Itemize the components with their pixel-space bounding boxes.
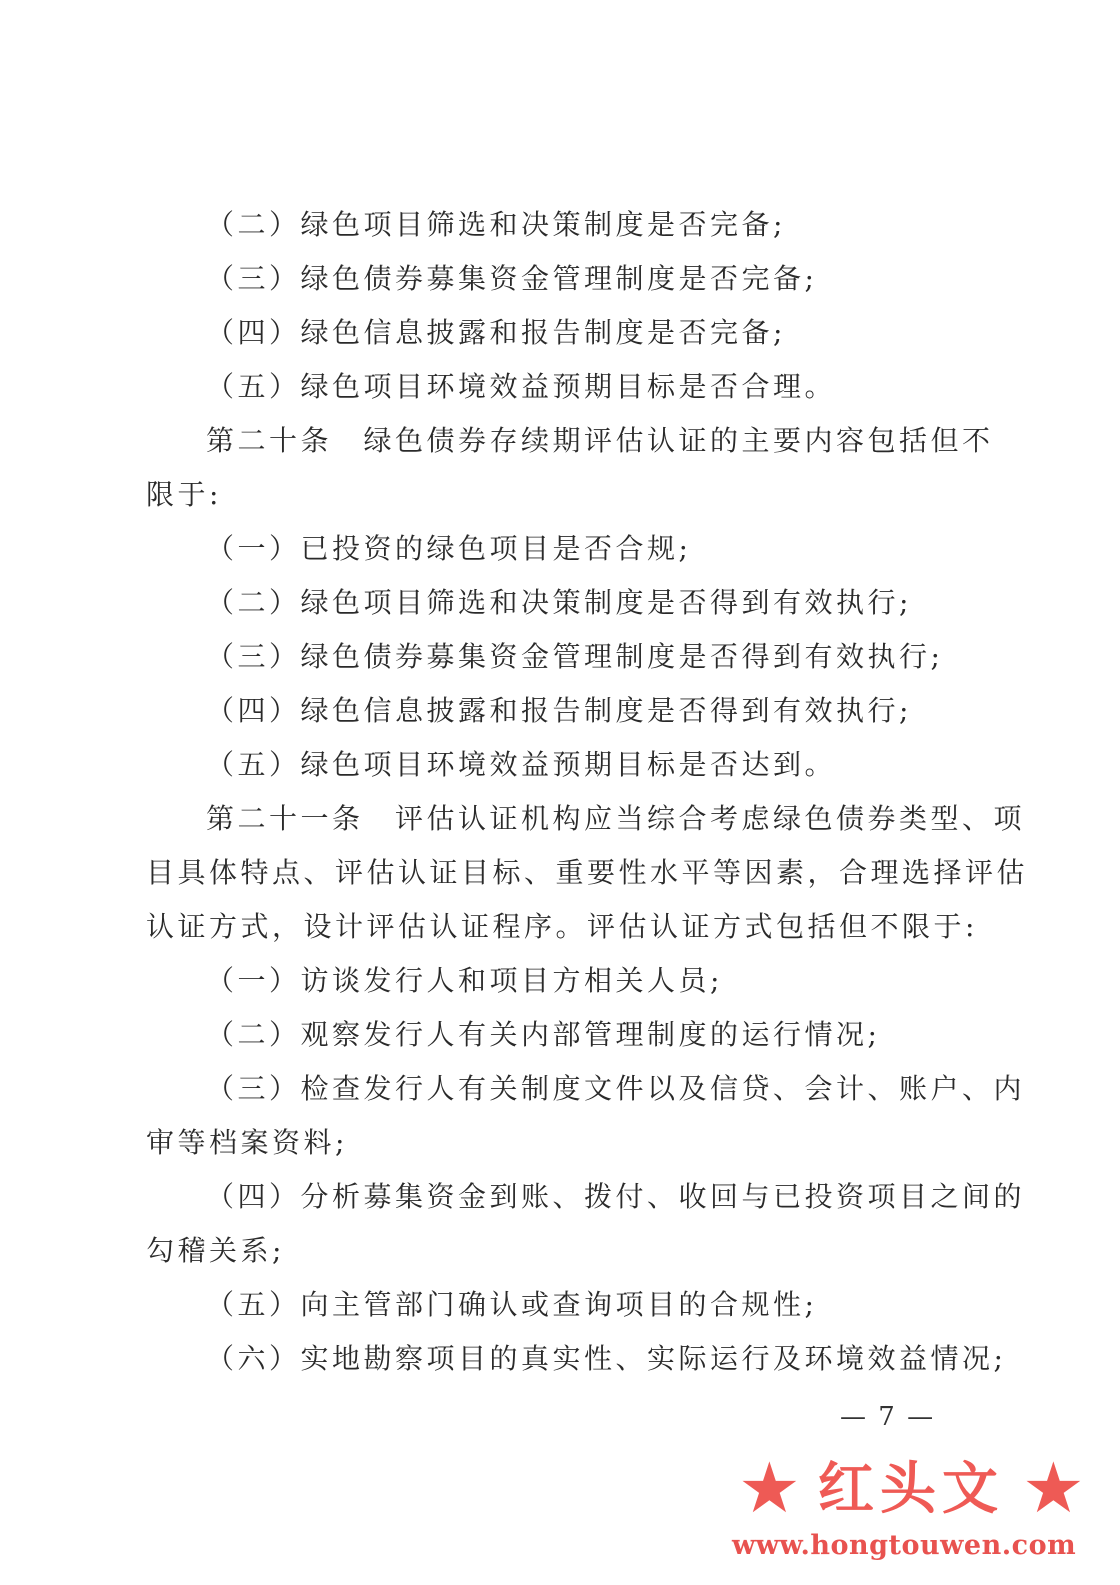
text-line: （二）观察发行人有关内部管理制度的运行情况;: [206, 1018, 881, 1051]
text-line: 勾稽关系;: [146, 1234, 285, 1267]
text-line: 审等档案资料;: [146, 1126, 348, 1159]
text-line: （三）检查发行人有关制度文件以及信贷、会计、账户、内: [206, 1072, 1026, 1105]
text-line: 目具体特点、评估认证目标、重要性水平等因素，合理选择评估: [146, 856, 1029, 889]
text-line: （二）绿色项目筛选和决策制度是否完备;: [206, 208, 786, 241]
star-icon: ★: [738, 1447, 801, 1529]
text-line: （五）向主管部门确认或查询项目的合规性;: [206, 1288, 818, 1321]
text-line: （四）分析募集资金到账、拨付、收回与已投资项目之间的: [206, 1180, 1026, 1213]
text-line: （五）绿色项目环境效益预期目标是否达到。: [206, 748, 837, 781]
text-line: （四）绿色信息披露和报告制度是否完备;: [206, 316, 786, 349]
text-line: （一）已投资的绿色项目是否合规;: [206, 532, 692, 565]
text-line: （四）绿色信息披露和报告制度是否得到有效执行;: [206, 694, 912, 727]
text-line: 认证方式，设计评估认证程序。评估认证方式包括但不限于:: [146, 910, 978, 943]
text-line: （二）绿色项目筛选和决策制度是否得到有效执行;: [206, 586, 912, 619]
text-line: 限于:: [146, 478, 222, 511]
text-line: （一）访谈发行人和项目方相关人员;: [206, 964, 723, 997]
text-line: （三）绿色债券募集资金管理制度是否完备;: [206, 262, 818, 295]
star-icon: ★: [1022, 1447, 1085, 1529]
article-heading-line: 第二十条 绿色债券存续期评估认证的主要内容包括但不: [206, 424, 994, 457]
text-line: （六）实地勘察项目的真实性、实际运行及环境效益情况;: [206, 1342, 1007, 1375]
text-line: （三）绿色债券募集资金管理制度是否得到有效执行;: [206, 640, 944, 673]
watermark: [730, 1448, 1100, 1568]
text-line: （五）绿色项目环境效益预期目标是否合理。: [206, 370, 837, 403]
article-heading-line: 第二十一条 评估认证机构应当综合考虑绿色债券类型、项: [206, 802, 1026, 835]
page-number: — 7 —: [840, 1402, 936, 1432]
watermark-url: www.hongtouwen.com: [732, 1530, 1077, 1561]
watermark-title: 红头文: [818, 1456, 1004, 1522]
